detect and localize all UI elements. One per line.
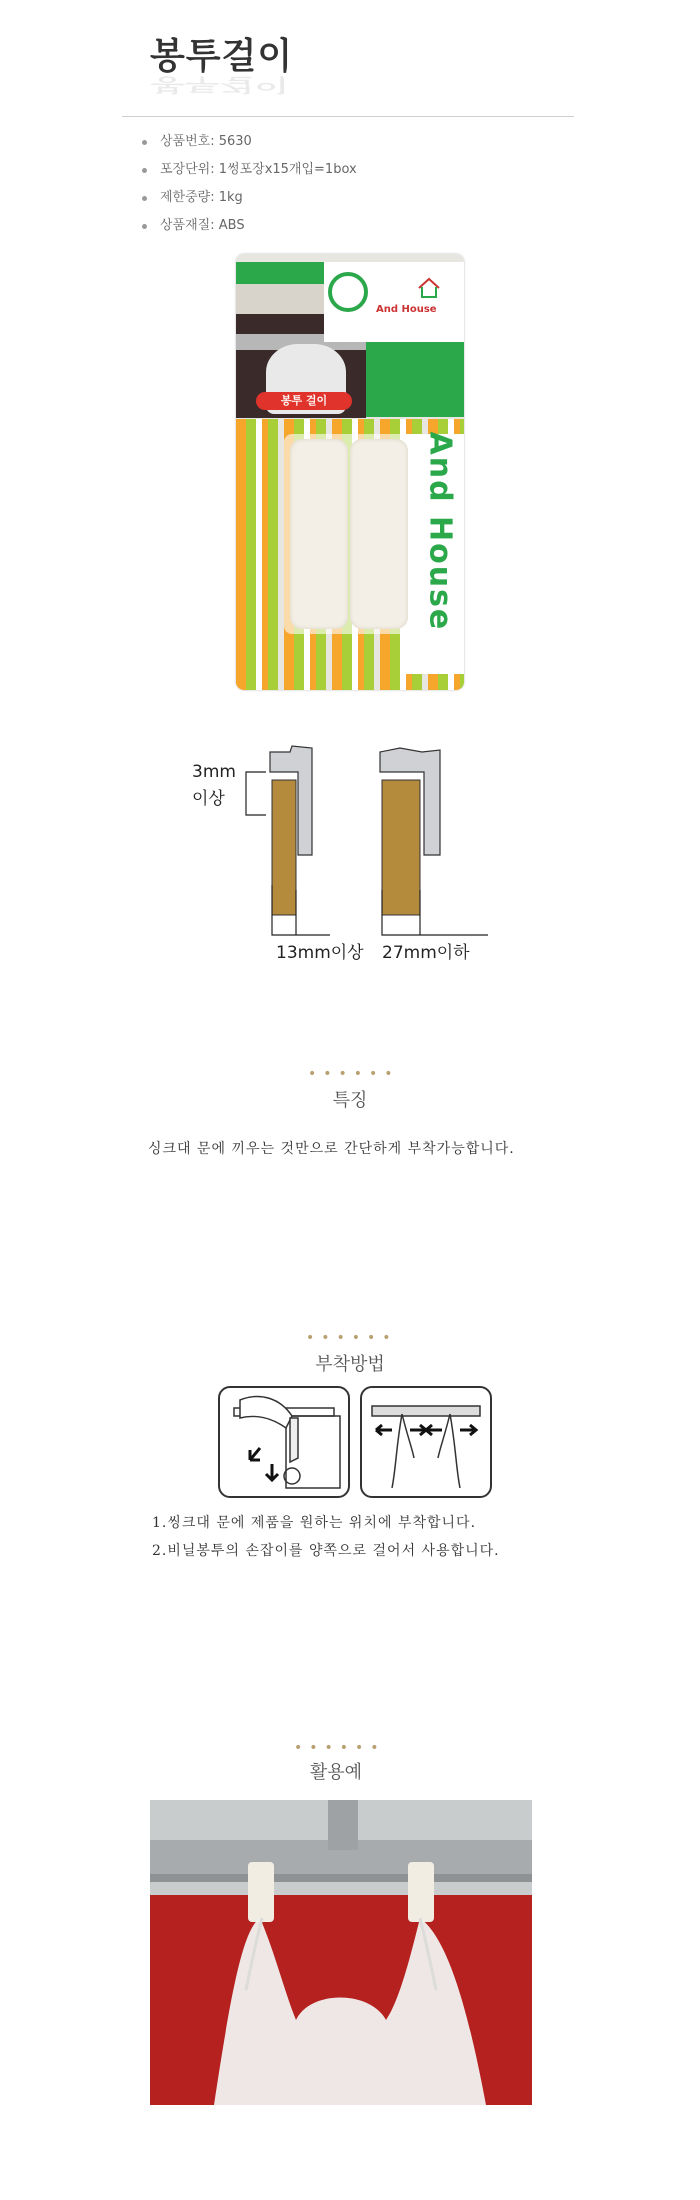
- left-dimension-label: 13mm이상: [276, 943, 364, 963]
- thickness-label: 3mm: [192, 762, 236, 782]
- section-dots: ••••••: [306, 1330, 398, 1346]
- howto-step1-illustration: [218, 1386, 350, 1498]
- page-title: 봉투걸이: [150, 36, 294, 77]
- right-dimension-label: 27mm이하: [382, 943, 470, 963]
- bag-hanging-icon: [362, 1388, 490, 1496]
- hook-item: [290, 439, 348, 629]
- vertical-brand-text: And House: [422, 431, 458, 632]
- usage-title: 활용예: [309, 1762, 363, 1783]
- usage-photo-illustration: [150, 1800, 532, 2105]
- features-title: 특징: [332, 1090, 368, 1111]
- spec-item: 상품재질: ABS: [140, 212, 357, 240]
- hook-item: [350, 439, 408, 629]
- hang-hole: [328, 272, 368, 312]
- spec-item: 제한중량: 1kg: [140, 184, 357, 212]
- spec-item: 상품번호: 5630: [140, 128, 357, 156]
- features-text: 싱크대 문에 끼우는 것만으로 간단하게 부착가능합니다.: [148, 1141, 515, 1157]
- house-logo-icon: [416, 276, 442, 300]
- brand-logo-text: And House: [376, 304, 437, 315]
- attach-hand-icon: [220, 1388, 348, 1496]
- product-package-image: [236, 254, 464, 690]
- howto-step1: 1.씽크대 문에 제품을 원하는 위치에 부착합니다.: [152, 1515, 477, 1531]
- spec-list: [140, 128, 357, 240]
- spec-item: 포장단위: 1썽포장x15개입=1box: [140, 156, 357, 184]
- divider: [122, 116, 574, 117]
- howto-step2-illustration: [360, 1386, 492, 1498]
- blister-pack: [284, 434, 414, 634]
- thickness-label-min: 이상: [192, 789, 225, 809]
- section-dots: ••••••: [308, 1066, 400, 1082]
- usage-example-photo: [150, 1800, 532, 2105]
- section-dots: ••••••: [294, 1740, 386, 1756]
- howto-title: 부착방법: [315, 1354, 385, 1375]
- howto-step2: 2.비닐봉투의 손잡이를 양쪽으로 걸어서 사용합니다.: [152, 1543, 500, 1559]
- package-tag: 봉투 걸이: [256, 392, 352, 410]
- title-reflection: 봉투걸이: [150, 73, 290, 95]
